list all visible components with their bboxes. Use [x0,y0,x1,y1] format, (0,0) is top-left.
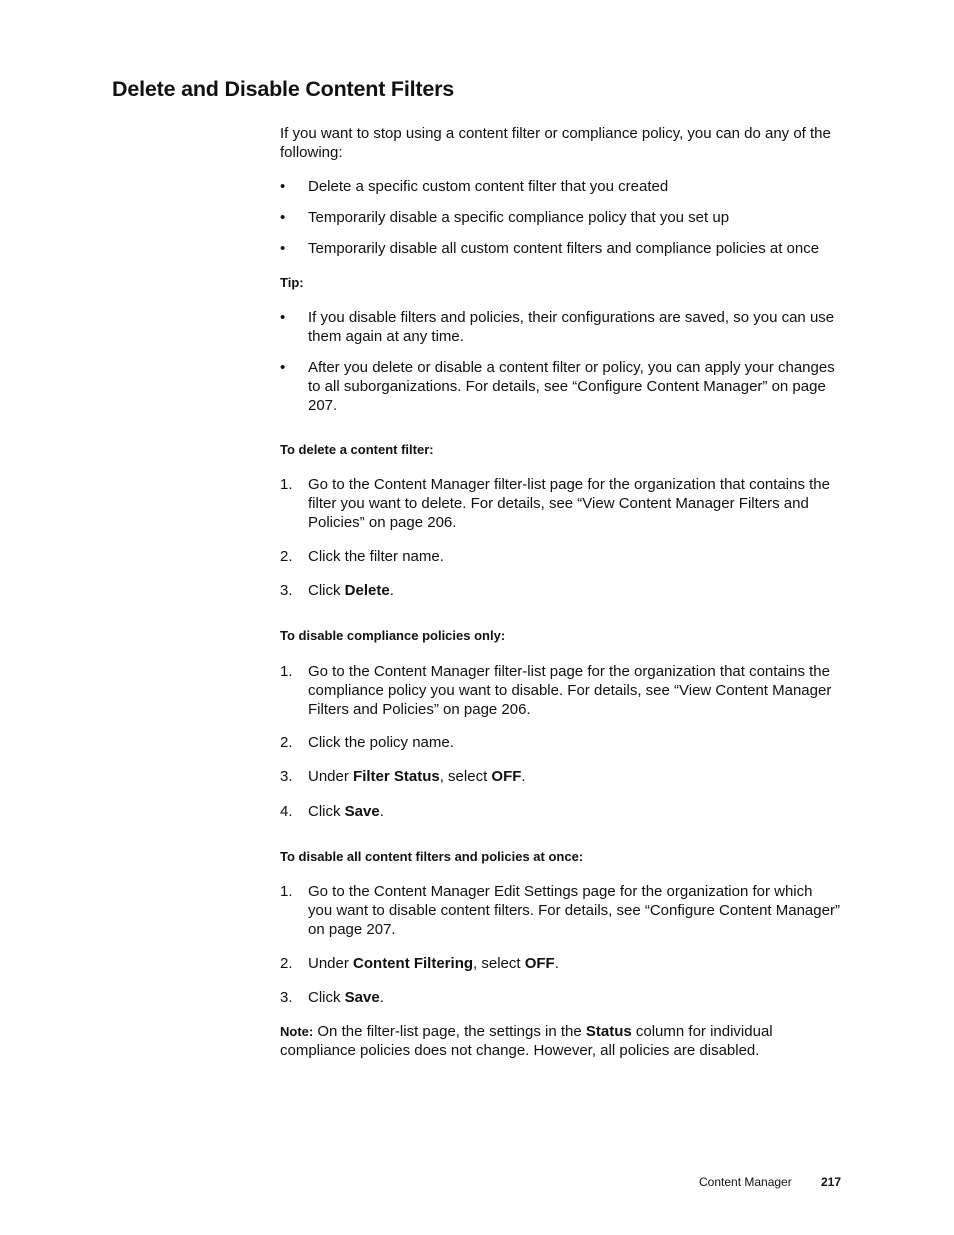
step-number: 2. [280,955,293,972]
tip-text: After you delete or disable a content filter or policy, you can apply your changes to all suborganizations. For details, see “Configure Content Manager” on page 207. [308,359,835,414]
step-number: 2. [280,734,293,751]
option-text: Delete a specific custom content filter that you created [308,178,669,195]
step-number: 3. [280,989,293,1006]
step-item [280,882,840,939]
bullet-icon: • [280,209,286,226]
step-item [280,733,840,752]
step-text: Click Delete. [308,582,394,599]
step-text: Go to the Content Manager filter-list page for the organization that contains the compliance policy you want to disable. For details, see “View Content Manager Filters and Policies” on page 206. [308,663,832,718]
page-number: 217 [821,1175,842,1189]
option-item [280,239,840,258]
ui-term: Filter Status [353,768,440,785]
procedure-title-compliance: To disable compliance policies only: [280,628,506,643]
step-number: 4. [280,803,293,820]
step-number: 1. [280,883,293,900]
bullet-icon: • [280,240,286,257]
procedure-title-disable-all: To disable all content filters and policies at once: [280,849,584,864]
ui-term: Content Filtering [353,955,474,972]
step-number: 1. [280,663,293,680]
option-item [280,208,840,227]
bullet-icon: • [280,178,286,195]
step-number: 2. [280,548,293,565]
step-item [280,954,840,973]
tip-label: Tip: [280,275,304,290]
ui-term: Status [585,1023,632,1040]
step-number: 1. [280,476,293,493]
step-item [280,475,840,532]
step-text: Click Save. [308,989,384,1006]
tip-text: If you disable filters and policies, their configurations are saved, so you can use them again at any time. [308,309,835,345]
step-number: 3. [280,768,293,785]
step-item [280,662,840,719]
ui-term: OFF [491,768,522,785]
step-item [280,581,840,600]
step-item [280,988,840,1007]
step-item [280,802,840,821]
step-text: Under Filter Status, select OFF. [308,768,526,785]
option-text: Temporarily disable all custom content filters and compliance policies at once [308,240,820,257]
step-item [280,547,840,566]
note-paragraph: Note: On the filter-list page, the settings in the Status column for individual compliance policies does not change. However, all policies are disabled. [280,1023,773,1059]
step-text: Click the policy name. [308,734,454,751]
intro-paragraph: If you want to stop using a content filter or compliance policy, you can do any of the following: [280,125,831,161]
option-item [280,177,840,196]
ui-term: OFF [524,955,555,972]
step-text: Go to the Content Manager Edit Settings page for the organization for which you want to disable content filters. For details, see “Configure Content Manager” on page 207. [308,883,840,938]
step-text: Under Content Filtering, select OFF. [308,955,559,972]
footer-section-name: Content Manager [699,1175,792,1189]
step-item [280,767,840,786]
section-heading: Delete and Disable Content Filters [112,77,455,101]
procedure-title-delete: To delete a content filter: [280,442,434,457]
step-number: 3. [280,582,293,599]
option-text: Temporarily disable a specific compliance policy that you set up [308,209,730,226]
bullet-icon: • [280,359,286,376]
step-text: Go to the Content Manager filter-list page for the organization that contains the filter you want to delete. For details, see “View Content Manager Filters and Policies” on page 206. [308,476,830,531]
step-text: Click the filter name. [308,548,444,565]
note-label: Note: [280,1024,314,1039]
ui-term: Save [344,989,380,1006]
ui-term: Save [344,803,380,820]
tip-item [280,308,840,346]
step-text: Click Save. [308,803,384,820]
bullet-icon: • [280,309,286,326]
ui-term: Delete [344,582,390,599]
tip-item [280,358,840,415]
